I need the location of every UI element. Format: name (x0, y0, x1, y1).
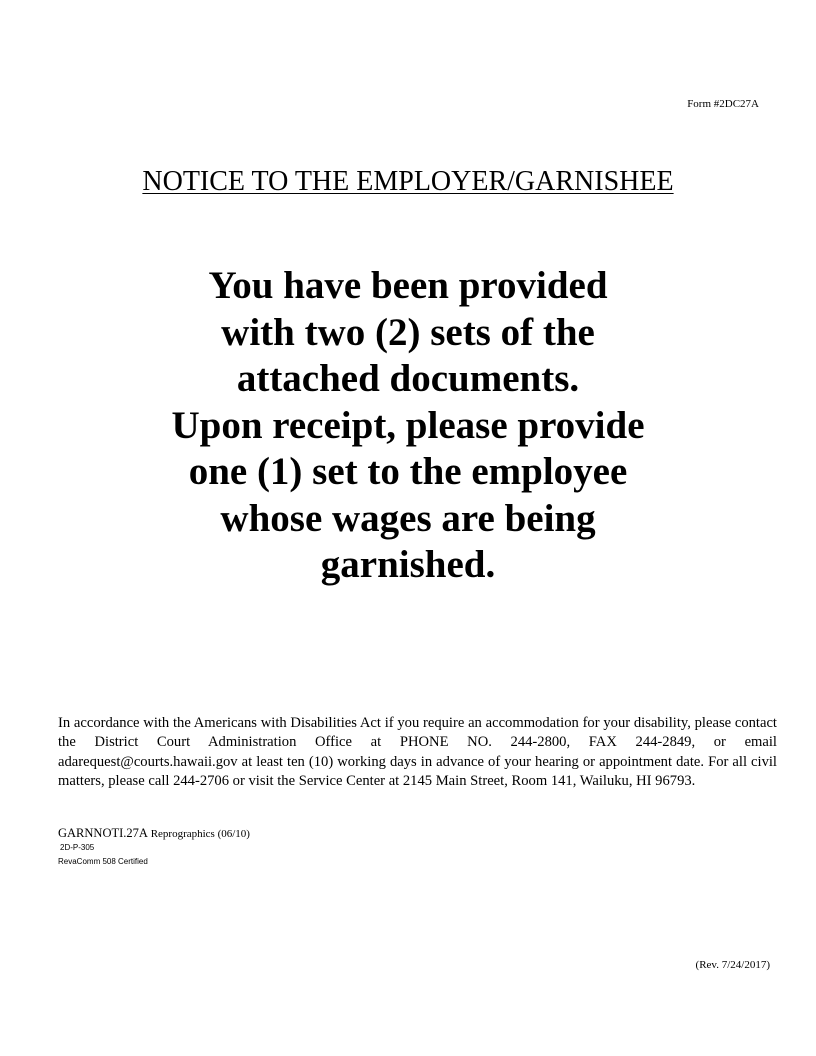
notice-title: NOTICE TO THE EMPLOYER/GARNISHEE (142, 166, 674, 197)
reprographics-date: Reprographics (06/10) (150, 828, 250, 840)
notice-line: one (1) set to the employee (188, 450, 628, 493)
notice-line: with two (2) sets of the (221, 310, 595, 354)
notice-line: attached documents. (236, 357, 580, 400)
revision-date: (Rev. 7/24/2017) (695, 959, 770, 971)
notice-line: Upon receipt, please provide (171, 403, 645, 447)
notice-message (0, 263, 816, 589)
reprographics-line (58, 827, 250, 841)
ada-accommodation-notice: In accordance with the Americans with Disabilities Act if you require an accommodation for your disability, please contact the District Court Administration Office at PHONE NO. 244-2800, FAX 244-2849, or email adarequest@courts.hawaii.gov at least ten (10) working days in advance of your hearing or appointment date. For all civil matters, please call 244-2706 or visit the Service Center at 2145 Main Street, Room 141, Wailuku, HI 96793. (58, 715, 777, 790)
notice-line: whose wages are being (220, 496, 596, 540)
notice-line: garnished. (320, 543, 496, 586)
form-number: Form #2DC27A (687, 98, 759, 110)
print-code: 2D-P-305 (60, 843, 95, 852)
certification-label: RevaComm 508 Certified (58, 857, 148, 866)
notice-line: You have been provided (208, 264, 608, 307)
form-code: GARNNOTI.27A (58, 826, 148, 840)
